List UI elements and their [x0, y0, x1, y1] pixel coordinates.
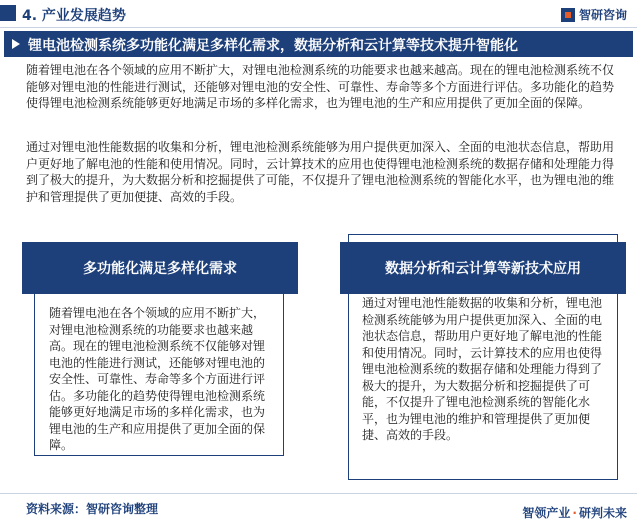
title-banner — [4, 31, 633, 57]
source-note: 资料来源：智研咨询整理 — [26, 502, 159, 516]
section-marker — [0, 5, 16, 21]
paragraph-multifunction: 随着锂电池在各个领域的应用不断扩大，对锂电池检测系统的功能要求也越来越高。现在的锂电池检测系统不仅能够对锂电池的性能进行测试，还能够对锂电池的安全性、可靠性、寿命等多个方面进行评估。多功能化的趋势使得锂电池检测系统能够更好地满足市场的多样化需求，也为锂电池的生产和应用提供了更加全面的保障。 — [26, 63, 615, 110]
slogan-part2: 研判未来 — [578, 506, 627, 520]
section-title: 4. 产业发展趋势 — [22, 8, 126, 24]
card-data-analysis-title: 数据分析和云计算等新技术应用 — [340, 242, 626, 294]
card-multifunction-body: 随着锂电池在各个领域的应用不断扩大，对锂电池检测系统的功能要求也越来越高。现在的锂电池检测系统不仅能够对锂电池的性能进行测试，还能够对锂电池的安全性、可靠性、寿命等多个方面进行评估。多功能化的趋势使得锂电池检测系统能够更好地满足市场的多样化需求，也为锂电池的生产和应用提供了更加全面的保障。 — [49, 306, 266, 452]
brand-name: 智研咨询 — [578, 8, 627, 22]
banner-title: 锂电池检测系统多功能化满足多样化需求，数据分析和云计算等技术提升智能化 — [28, 38, 518, 54]
card-multifunction — [34, 282, 284, 456]
footer-divider — [0, 493, 637, 494]
brand — [561, 6, 627, 23]
slogan — [522, 504, 627, 521]
slogan-part1: 智领产业 — [522, 506, 571, 520]
top-bar — [0, 0, 637, 28]
arrow-right-icon — [12, 39, 20, 49]
card-data-analysis-body: 通过对锂电池性能数据的收集和分析，锂电池检测系统能够为用户提供更加深入、全面的电池状态信息，帮助用户更好地了解电池的性能和使用情况。同时，云计算技术的应用也使得锂电池检测系统的数据存储和处理能力得到了极大的提升，为大数据分析和挖掘提供了可能，不仅提升了锂电池检测系统的智能化水平，也为锂电池的维护和管理提供了更加便捷、高效的手段。 — [362, 296, 603, 442]
paragraph-data-analysis: 通过对锂电池性能数据的收集和分析，锂电池检测系统能够为用户提供更加深入、全面的电池状态信息，帮助用户更好地了解电池的性能和使用情况。同时，云计算技术的应用也使得锂电池检测系统的数据存储和处理能力得到了极大的提升，为大数据分析和挖掘提供了可能，不仅提升了锂电池检测系统的智能化水平，也为锂电池的维护和管理提供了更加便捷、高效的手段。 — [26, 140, 615, 204]
card-multifunction-title: 多功能化满足多样化需求 — [22, 242, 298, 294]
slogan-separator-icon: · — [572, 505, 577, 520]
brand-logo-icon — [561, 8, 575, 22]
